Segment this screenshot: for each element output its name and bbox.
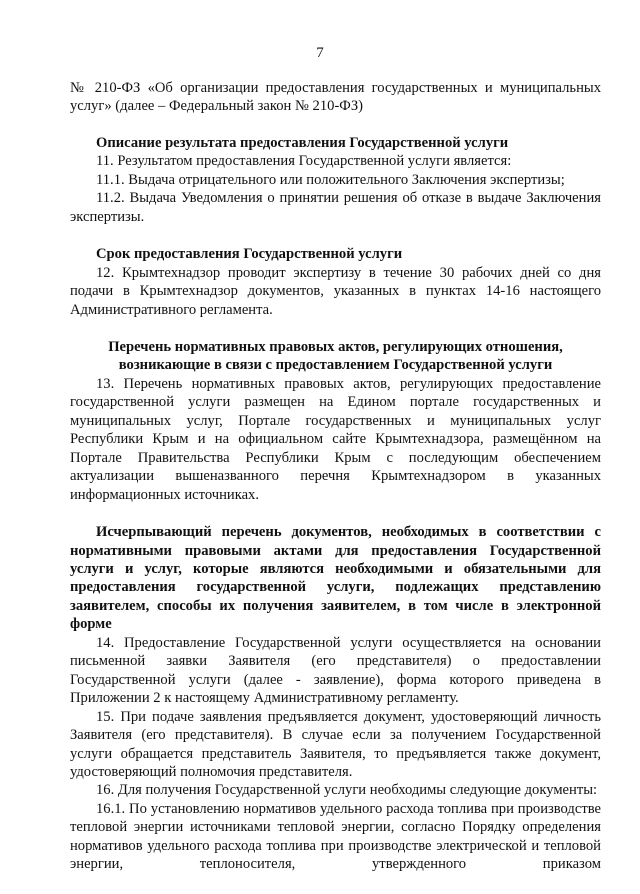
heading-legal-acts-line2: возникающие в связи с предоставлением Государственной услуги: [118, 357, 553, 374]
intro-paragraph: № 210-ФЗ «Об организации предоставления государственных и муниципальных услуг» (далее – Федеральный закон № 210-ФЗ): [70, 80, 601, 115]
paragraph-11: 11. Результатом предоставления Государственной услуги является:: [96, 153, 512, 170]
document-body: [70, 79, 601, 874]
heading-service-result: Описание результата предоставления Государственной услуги: [96, 134, 509, 151]
paragraph-15: 15. При подаче заявления предъявляется документ, удостоверяющий личность Заявителя (его представителя). В случае если за получением Государственной услуги обращается представитель Заявителя, то предъявляется также документ, удостоверяющий полномочия представителя.: [70, 708, 601, 780]
paragraph-14: 14. Предоставление Государственной услуги осуществляется на основании письменной заявки Заявителя (его представителя) о предоставлении Государственной услуги (далее - заявление), форма которого приведена в Приложении 2 к настоящему Административному регламенту.: [70, 634, 601, 707]
heading-service-term: Срок предоставления Государственной услуги: [96, 246, 403, 263]
heading-legal-acts-line1: Перечень нормативных правовых актов, регулирующих отношения,: [108, 338, 563, 355]
paragraph-16: 16. Для получения Государственной услуги необходимы следующие документы:: [96, 782, 598, 799]
paragraph-13: 13. Перечень нормативных правовых актов, регулирующих предоставление государственной услуги размещен на Едином портале государственных и муниципальных услуг, Портале государственных и муниципальных услуг Республики Крым и на официальном сайте Крымтехнадзора, размещённом на Портале Правительства Республики Крым с последующим обеспечением актуализации вышеназванного перечня Крымтехнадзором в указанных информационных источниках.: [70, 375, 601, 503]
paragraph-11-2: 11.2. Выдача Уведомления о принятии решения об отказе в выдаче Заключения экспертизы.: [70, 190, 601, 225]
heading-documents-list: Исчерпывающий перечень документов, необходимых в соответствии с нормативными правовыми актами для предоставления Государственной услуги и услуг, которые являются необходимыми и обязательными для предоставления государственной услуги, подлежащих представлению заявителем, способы их получения заявителем, в том числе в электронной форме: [70, 524, 601, 633]
paragraph-12: 12. Крымтехнадзор проводит экспертизу в течение 30 рабочих дней со дня подачи в Крымтехнадзор документов, указанных в пунктах 14-16 настоящего Административного регламента.: [70, 264, 601, 318]
page-number: 7: [316, 45, 324, 61]
heading-legal-acts: [70, 338, 601, 375]
paragraph-11-1: 11.1. Выдача отрицательного или положительного Заключения экспертизы;: [96, 171, 565, 188]
paragraph-16-1: 16.1. По установлению нормативов удельного расхода топлива при производстве тепловой энергии источниками тепловой энергии, согласно Порядку определения нормативов удельного расхода топлива при производстве электрической и тепловой энергии, теплоносителя, утвержденного приказом: [70, 800, 601, 873]
